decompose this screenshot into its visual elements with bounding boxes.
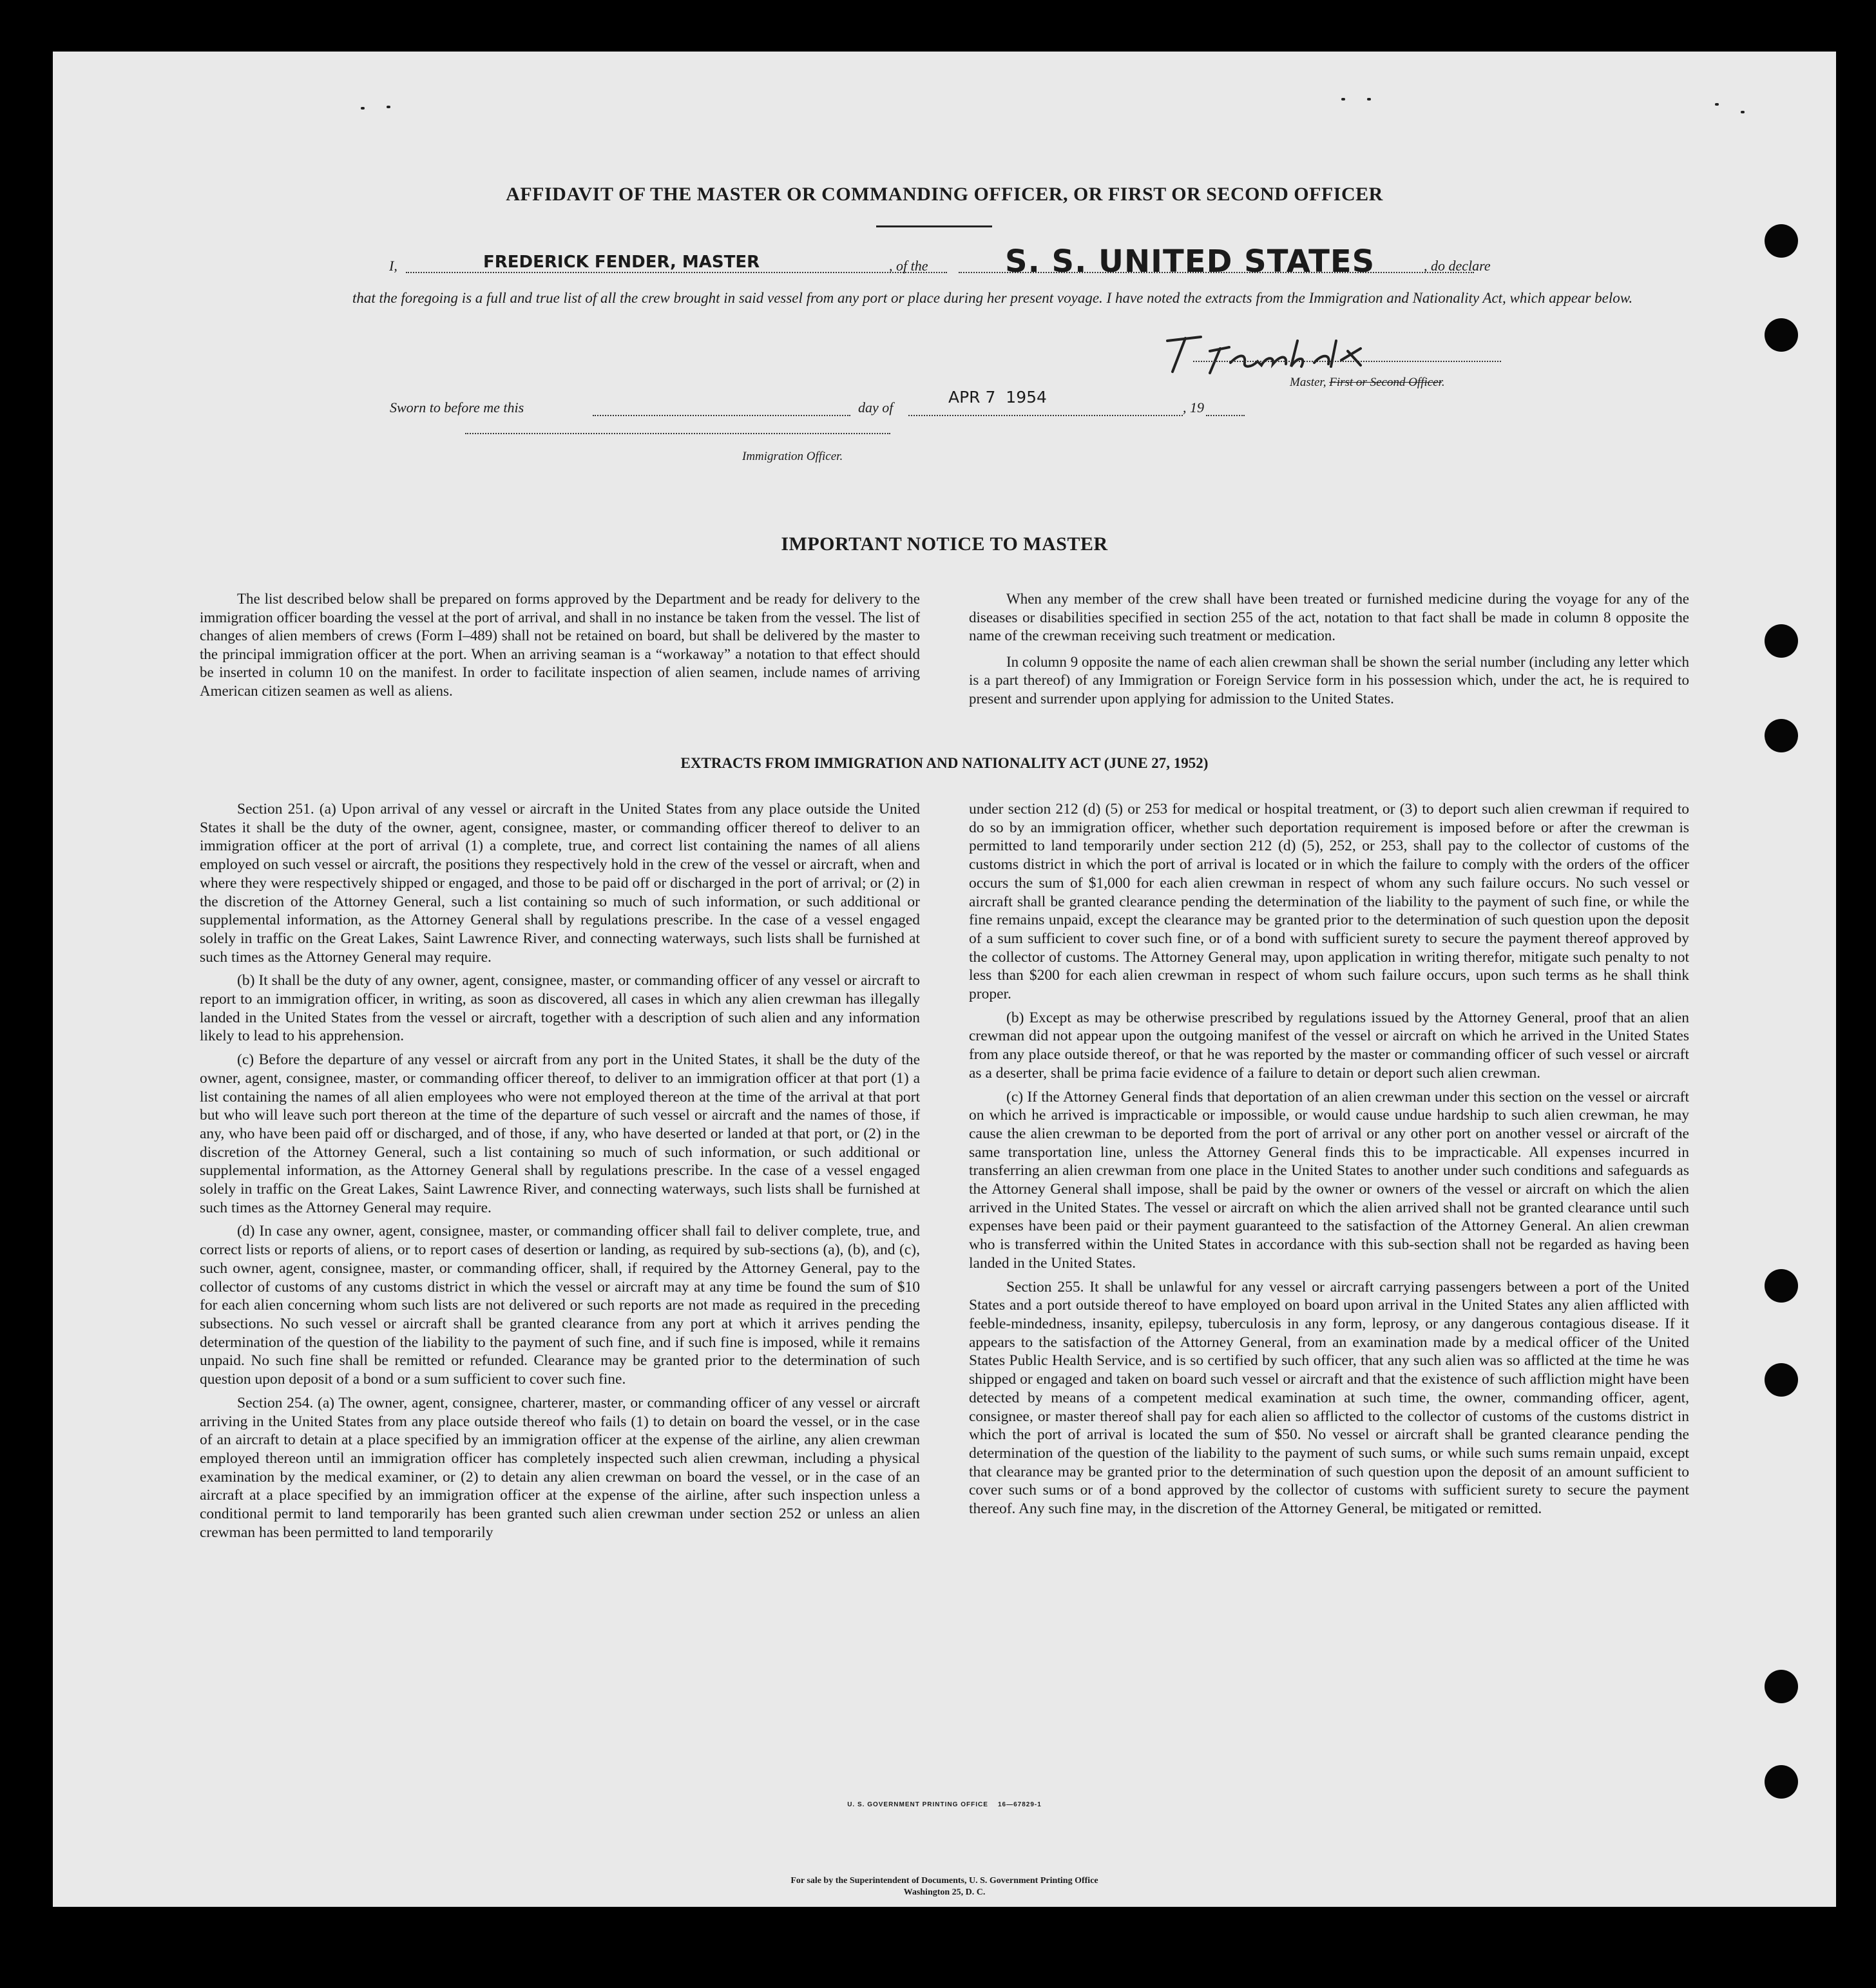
punch-hole: [1765, 224, 1798, 258]
extracts-right-column: [969, 800, 1689, 1518]
printing-office-line: U. S. GOVERNMENT PRINTING OFFICE 16—67829-1: [847, 1801, 1042, 1808]
section-paragraph: Section 251. (a) Upon arrival of any vessel or aircraft in the United States from any place outside the United States it shall be the duty of the owner, agent, consignee, master, or commanding officer thereof to deliver to an immigration officer at the port of arrival (1) a complete, true, and correct list containing the names of all aliens employed on such vessel or aircraft, the positions they respectively hold in the crew of the vessel or aircraft, when and where they were respectively shipped or engaged, and those to be paid off or discharged in the port of arrival; or (2) in the discretion of the Attorney General, such a list containing so much of such information, or such additional or supplemental information, as the Attorney General shall by regulations prescribe. In the case of a vessel engaged solely in traffic on the Great Lakes, Saint Lawrence River, and connecting waterways, such lists shall be furnished at such times as the Attorney General may require.: [200, 801, 920, 966]
day-of-label: day of: [858, 399, 894, 416]
of-the-label: , of the: [889, 258, 928, 274]
vessel-name-value: S. S. UNITED STATES: [1005, 244, 1375, 280]
section-paragraph: (b) Except as may be otherwise prescribed by regulations issued by the Attorney General, proof that an alien crewman did not appear upon the outgoing manifest of the vessel or aircraft on which he arrived in the United States from any place outside thereof, or that he was reported by the master or commanding officer of such vessel or aircraft as a deserter, shall be prima facie evidence of a failure to detain or deport such alien crewman.: [969, 1009, 1689, 1082]
sworn-day-field[interactable]: [593, 393, 850, 416]
section-paragraph: (c) Before the departure of any vessel or aircraft from any port in the United States, it shall be the duty of the owner, agent, consignee, master, or commanding officer thereof, to deliver to an immigration officer at that port (1) a list containing the names of all alien employees who were not employed thereon at the time of the arrival at that port but who will leave such port thereon at the time of the departure of such vessel or aircraft and the names of those, if any, who have been paid off or discharged, and of those, if any, who have deserted or landed at that port, or (2) in the discretion of the Attorney General, such a list containing so much of such information, or such additional or supplemental information, as the Attorney General shall by regulations prescribe. In the case of a vessel engaged solely in traffic on the Great Lakes, Saint Lawrence River, and connecting waterways, such lists shall be furnished at such times as the Attorney General may require.: [200, 1051, 920, 1216]
section-paragraph: (c) If the Attorney General finds that deportation of an alien crewman under this section on the vessel or aircraft on which he arrived is impracticable or impossible, or would cause undue hardship to such alien crewman, he may cause the alien crewman to be deported from the port of arrival or any other port on another vessel or aircraft of the same transportation line, unless the Attorney General finds this to be impracticable. All expenses incurred in transferring an alien crewman from one place in the United States to another under such conditions and safeguards as the Attorney General shall impose, shall be paid by the owner or owners of the vessel or aircraft on which the alien arrived in the United States. The vessel or aircraft on which the alien arrived shall not be granted clearance until such expenses have been paid or their payment guaranteed to the satisfaction of the Attorney General. An alien crewman who is transferred within the United States in accordance with this sub-section shall not be regarded as having been landed in the United States.: [969, 1088, 1689, 1272]
section-paragraph: (d) In case any owner, agent, consignee, master, or commanding officer shall fail to deliver complete, true, and correct lists or reports of aliens, or to report cases of desertion or landing, as required by sub-sections (a), (b), and (c), such owner, agent, consignee, master, or commanding officer, shall, if required by the Attorney General, pay to the collector of customs of any customs district in which the vessel or aircraft may at any time be found the sum of $10 for each alien concerning whom such lists are not delivered or such reports are not made as required in the preceding subsections. No such vessel or aircraft shall be granted clearance from any port at which it arrives pending the determination of the question of the liability to the payment of such fine, and if such fine is imposed, while it remains unpaid. No such fine shall be remitted or refunded. Clearance may be granted prior to the determination of such question upon deposit of a bond or a sum sufficient to cover such fine.: [200, 1223, 920, 1388]
signature-line: [1193, 359, 1501, 362]
sale-line-1: For sale by the Superintendent of Documents, U. S. Government Printing Office: [790, 1876, 1098, 1886]
form-page: [53, 52, 1836, 1907]
section-paragraph: Section 255. It shall be unlawful for any vessel or aircraft carrying passengers between a port of the United States and a port outside thereof to have employed on board upon arrival in the United States any alien afflicted with feeble-mindedness, insanity, epilepsy, tuberculosis in any form, leprosy, or any dangerous contagious disease. If it appears to the satisfaction of the Attorney General, from an examination made by a medical officer of the United States Public Health Service, and is so certified by such officer, that any such alien was so afflicted at the time he was shipped or engaged and taken on board such vessel or aircraft and that the existence of such affliction might have been detected by means of a competent medical examination at such time, the owner, commanding officer, agent, consignee, or master thereof shall pay for each alien so afflicted to the collector of customs of the customs district in which the port of arrival is located the sum of $50. No vessel or aircraft shall be granted clearance pending the determination of the question of the liability to the payment of such sums, or while such sums remain unpaid, except that clearance may be granted prior to the determination of such question upon the deposit of an amount sufficient to cover such sums or of a bond approved by the collector of customs with sufficient surety to secure the payment thereof. Any such fine may, in the discretion of the Attorney General, be mitigated or remitted.: [969, 1278, 1689, 1518]
year-label: , 19: [1183, 399, 1204, 416]
notice-paragraph: The list described below shall be prepared on forms approved by the Department and be ready for delivery to the immigration officer boarding the vessel at the port of arrival, and shall in no instance be taken from the vessel. The list of changes of alien members of crews (Form I–489) shall not be retained on board, but shall be delivered by the master to the principal immigration officer at the port. When an arriving seaman is a “workaway” a notation to that effect should be inserted in column 10 on the manifest. In order to facilitate inspection of alien seamen, include names of arriving American citizen seamen as well as aliens.: [200, 591, 920, 699]
punch-hole: [1765, 1269, 1798, 1303]
date-stamp: APR 7 1954: [948, 388, 1047, 406]
i-label: I,: [389, 258, 397, 274]
punch-hole: [1765, 1363, 1798, 1397]
extracts-title: EXTRACTS FROM IMMIGRATION AND NATIONALITY ACT (JUNE 27, 1952): [680, 755, 1209, 771]
signature-field[interactable]: [1148, 325, 1482, 372]
sworn-label: Sworn to before me this: [390, 399, 524, 416]
signature-scribble: [1148, 325, 1483, 376]
section-paragraph: under section 212 (d) (5) or 253 for medical or hospital treatment, or (3) to deport such alien crewman if required to do so by an immigration officer, whether such deportation requirement is imposed before or after the crewman is permitted to land temporarily under section 212 (d) (5), 252, or 253, shall pay to the collector of customs of the customs district in which the port of arrival is located or in which the failure to comply with the orders of the officer occurs the sum of $1,000 for each alien crewman in respect of whom any such failure occurs. No such vessel or aircraft shall be granted clearance pending the determination of the liability to the payment of such fine, or while the fine remains unpaid, except the clearance may be granted prior to the determination of such question upon the deposit of a sum sufficient to cover such fine, or of a bond with sufficient surety to secure the payment thereof approved by the collector of customs. The Attorney General may, upon application in writing therefor, mitigate such penalty to not less than $200 for each alien crewman in respect of whom such failure occurs, upon such terms as he shall think proper.: [969, 801, 1689, 1003]
punch-hole: [1765, 719, 1798, 752]
sale-line-2: Washington 25, D. C.: [903, 1888, 986, 1897]
punch-hole: [1765, 1670, 1798, 1703]
affidavit-title: AFFIDAVIT OF THE MASTER OR COMMANDING OFFICER, OR FIRST OR SECOND OFFICER: [506, 184, 1383, 205]
declaration-text: that the foregoing is a full and true list of all the crew brought in said vessel from any port or place during her present voyage. I have noted the extracts from the Immigration and Nationality Act, which appear below.: [352, 290, 1633, 306]
struck-officer-label: First or Second Officer: [1329, 376, 1442, 389]
punch-hole: [1765, 624, 1798, 658]
immigration-officer-label: Immigration Officer.: [742, 450, 843, 463]
notice-title: IMPORTANT NOTICE TO MASTER: [781, 533, 1108, 555]
notice-left-column: [200, 590, 920, 700]
section-paragraph: (b) It shall be the duty of any owner, agent, consignee, master, or commanding officer of any vessel or aircraft to report to an immigration officer, in writing, as soon as discovered, all cases in which any alien crewman has illegally landed in the United States from the vessel or aircraft, together with a description of such alien and any information likely to lead to his apprehension.: [200, 972, 920, 1045]
extracts-left-column: [200, 800, 920, 1542]
immigration-officer-line[interactable]: [465, 432, 890, 434]
notice-paragraph: In column 9 opposite the name of each alien crewman shall be shown the serial number (including any letter which is a part thereof) of any Immigration or Foreign Service form in his possession which, under the act, he is required to present and surrender upon applying for admission to the United States.: [969, 653, 1689, 707]
master-name-value: FREDERICK FENDER, MASTER: [483, 253, 760, 272]
master-label: Master,: [1290, 376, 1326, 389]
do-declare-label: , do declare: [1424, 258, 1491, 274]
punch-hole: [1765, 1765, 1798, 1799]
notice-paragraph: When any member of the crew shall have been treated or furnished medicine during the voyage for any of the diseases or disabilities specified in section 255 of the act, notation to that fact shall be made in column 8 opposite the name of the crewman receiving such treatment or medication.: [969, 591, 1689, 644]
title-rule: [876, 225, 992, 227]
sworn-year-field[interactable]: [1206, 393, 1245, 416]
notice-right-column: [969, 590, 1689, 708]
section-paragraph: Section 254. (a) The owner, agent, consignee, charterer, master, or commanding officer of any vessel or aircraft arriving in the United States from any place outside thereof who fails (1) to detain on board the vessel, or in the case of an aircraft to detain at a place specified by an immigration officer at the expense of the airline, any alien crewman employed thereon until an immigration officer has completely inspected such alien crewman, including a physical examination by the medical examiner, or (2) to detain any alien crewman on board the vessel, or in the case of an aircraft at a place specified by an immigration officer at the expense of the airline, after such inspection unless a conditional permit to land temporarily has been granted such alien crewman under section 252 or unless an alien crewman has been permitted to land temporarily: [200, 1394, 920, 1541]
punch-hole: [1765, 318, 1798, 352]
master-caption: Master, First or Second Officer.: [1290, 376, 1445, 389]
signature-text: [1148, 325, 1149, 326]
